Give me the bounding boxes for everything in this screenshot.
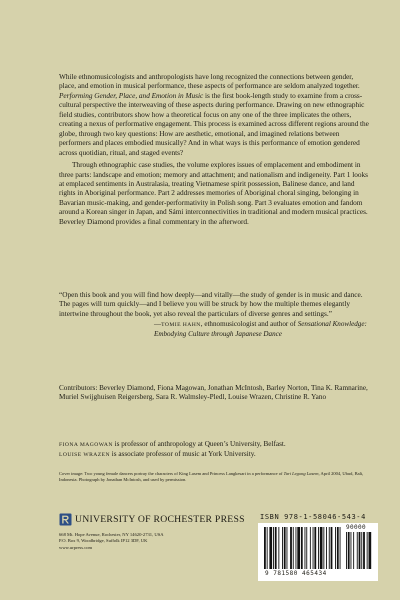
endorsement-attribution — [154, 320, 369, 338]
attribution-dash: — — [154, 320, 162, 329]
address-line: P.O. Box 9, Woodbridge, Suffolk IP12 3DF, UK — [59, 538, 148, 544]
description-paragraph-2: Through ethnographic case studies, the volume explores issues of emplacement and embodiment in three parts: landscape and emotion; memory and attachment; and nationalism and indigeneity. Part 1 looks at emplaced sentiments in Australasia, treating Vietnamese spirit possession, Balinese dance, and land rights in Aboriginal performance. Part 2 addresses memories of Aboriginal choral singing, belonging in Bavarian music-making, and gender-performativity in Polish song. Part 3 evaluates emotion and fandom around a Korean singer in Japan, and Sámi interconnectivities in traditional and modern musical practices. Beverley Diamond provides a final commentary in the afterword. — [59, 160, 368, 226]
endorsement-quote: “Open this book and you will find how deeply—and vitally—the study of gender is in music and dance. The pages will turn quickly—and I believe you will be struck by how the multiple themes elegantly intertwine throughout the book, yet also reveal the particulars of diverse genres and settings.” — [59, 290, 363, 318]
description-text: While ethnomusicologists and anthropologists have long recognized the connections between gender, place, and emotion in musical performance, these aspects of performance are seldom analyzed together. — [59, 72, 360, 91]
contributors-names: Beverley Diamond, Fiona Magowan, Jonathan McIntosh, Barley Norton, Tina K. Ramnarine, Muriel Swijghuisen Reigersberg, Sara R. Walmsley-Pledl, Louise Wrazen, Christine R. Yano — [59, 384, 368, 402]
price-code: 90000 — [346, 524, 367, 531]
description-paragraph-1 — [59, 72, 369, 157]
contributors-label: Contributors: — [59, 384, 100, 392]
endorsement — [59, 290, 369, 339]
book-title-italic: Performing Gender, Place, and Emotion in Music — [59, 90, 204, 100]
editor-bio — [59, 450, 369, 460]
attribution-text: , ethnomusicologist and author of — [200, 320, 298, 329]
endorser-book-title: Sensational Knowledge: Embodying Culture through Japanese Dance — [154, 320, 367, 338]
book-description — [59, 72, 369, 226]
editor-bio — [59, 440, 369, 450]
barcode-digits: 9 781580 465434 — [265, 570, 327, 577]
credit-text: , April 2004, Ubud, Bali, Indonesia. Photograph by Jonathan McIntosh, and used by permission. — [59, 471, 364, 483]
cover-image-credit — [59, 471, 374, 483]
publisher-website: www.urpress.com — [59, 544, 93, 550]
isbn-label: ISBN 978-1-58046-543-4 — [260, 513, 366, 521]
editor-bios — [59, 440, 369, 461]
address-line: 668 Mt. Hope Avenue, Rochester, NY 14620-2731, USA — [59, 532, 164, 537]
editor-name: LOUISE WRAZEN — [59, 452, 110, 459]
barcode — [258, 523, 378, 581]
rochester-press-logo-icon — [59, 513, 72, 526]
contributors-list — [59, 384, 369, 402]
endorser-name: TOMIE HAHN — [161, 322, 201, 329]
editor-bio-text: is professor of anthropology at Queen’s University, Belfast. — [112, 440, 286, 448]
publisher-imprint — [59, 511, 245, 527]
credit-text: Cover image: Two young female dancers portray the characters of King Lasem and Princess Langkesari in a performance of — [59, 471, 284, 476]
editor-bio-text: is associate professor of music at York University. — [109, 450, 256, 459]
publisher-name: UNIVERSITY OF ROCHESTER PRESS — [75, 513, 245, 525]
editor-name: FIONA MAGOWAN — [59, 442, 113, 448]
publisher-address — [59, 532, 239, 551]
dance-title-italic: Tari Legong Lasem — [283, 471, 319, 476]
description-text: is the first book-length study to examine from a cross-cultural perspective the interweaving of these aspects during performance. Drawing on new ethnographic field studies, contributors show how a theoretical focus on any one of the three implicates the others, creating a nexus of performative engagement. This process is examined across different regions around the globe, through two key questions: How are aesthetic, emotional, and imagined relations between performers and places embodied musically? And in what ways is this performance of emotion gendered across quotidian, ritual, and staged events? — [59, 90, 369, 157]
